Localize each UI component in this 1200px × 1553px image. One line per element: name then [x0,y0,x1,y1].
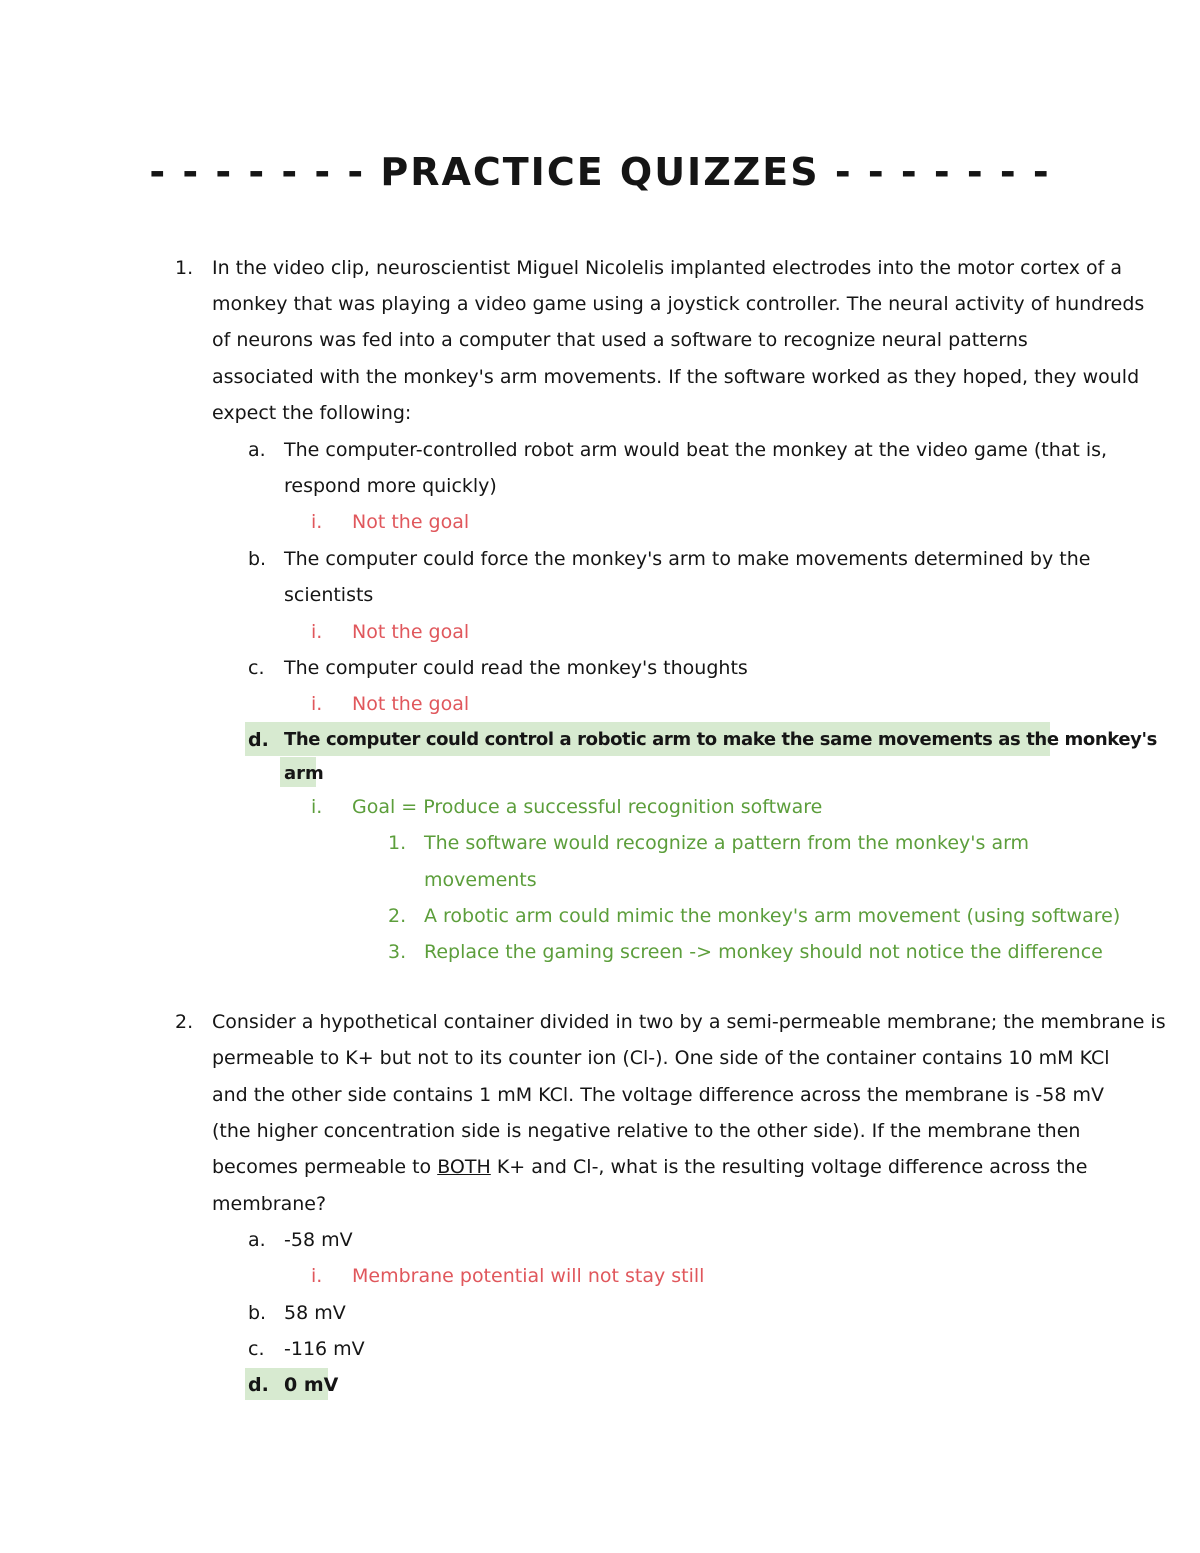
option-a-note-label: i. [311,511,323,533]
question-2-line-1: Consider a hypothetical container divided in two by a semi-permeable membrane; the membrane is [212,1011,1166,1033]
option-d-line-1: The computer could control a robotic arm to make the same movements as the monkey's [284,729,1157,750]
q2-option-a-note-label: i. [311,1265,323,1287]
q2-option-d-label: d. [248,1374,269,1396]
question-2-line-5-pre: becomes permeable to [212,1156,438,1178]
q2-option-b-label: b. [248,1302,267,1324]
question-2-line-2: permeable to K+ but not to its counter ion (Cl-). One side of the container contains 10 mM KCl [212,1047,1110,1069]
step-2-line-1: A robotic arm could mimic the monkey's arm movement (using software) [424,905,1121,927]
q2-option-a-note: Membrane potential will not stay still [352,1265,705,1287]
question-2-line-6: membrane? [212,1193,327,1215]
question-1-line-5: expect the following: [212,402,412,424]
q2-option-a-text: -58 mV [284,1229,353,1251]
option-b-note-label: i. [311,621,323,643]
option-c-label: c. [248,657,265,679]
question-1-line-4: associated with the monkey's arm movements. If the software worked as they hoped, they would [212,366,1140,388]
option-a-note: Not the goal [352,511,470,533]
option-b-line-1: The computer could force the monkey's arm to make movements determined by the [284,548,1091,570]
q2-option-a-label: a. [248,1229,266,1251]
question-1-line-3: of neurons was fed into a computer that used a software to recognize neural patterns [212,329,1028,351]
step-2-label: 2. [388,905,407,927]
option-d-line-2: arm [284,763,324,784]
page-title: - - - - - - - PRACTICE QUIZZES - - - - - - - [149,150,1051,194]
question-1-line-2: monkey that was playing a video game using a joystick controller. The neural activity of hundreds [212,293,1145,315]
question-1-line-1: In the video clip, neuroscientist Miguel Nicolelis implanted electrodes into the motor cortex of a [212,257,1123,279]
goal-text: Goal = Produce a successful recognition software [352,796,823,818]
option-b-label: b. [248,548,267,570]
option-c-note: Not the goal [352,693,470,715]
step-1-line-1: The software would recognize a pattern from the monkey's arm [424,832,1030,854]
question-2-line-3: and the other side contains 1 mM KCl. The voltage difference across the membrane is -58 mV [212,1084,1104,1106]
option-b-line-2: scientists [284,584,374,606]
step-3-line-1: Replace the gaming screen -> monkey should not notice the difference [424,941,1103,963]
q2-option-d-text: 0 mV [284,1374,339,1396]
q2-option-c-label: c. [248,1338,265,1360]
question-2-number: 2. [175,1011,194,1033]
step-1-label: 1. [388,832,407,854]
question-2-line-5 [212,1155,1087,1179]
question-2-line-5-underline: BOTH [437,1156,491,1178]
question-1-number: 1. [175,257,194,279]
option-c-line-1: The computer could read the monkey's thoughts [284,657,748,679]
question-2-line-4: (the higher concentration side is negative relative to the other side). If the membrane then [212,1120,1081,1142]
step-3-label: 3. [388,941,407,963]
option-d-label: d. [248,729,269,751]
option-a-label: a. [248,439,266,461]
goal-label: i. [311,796,323,818]
step-1-line-2: movements [424,869,537,891]
q2-option-c-text: -116 mV [284,1338,365,1360]
option-c-note-label: i. [311,693,323,715]
question-2-line-5-post: K+ and Cl-, what is the resulting voltage difference across the [490,1156,1088,1178]
option-a-line-2: respond more quickly) [284,475,497,497]
option-b-note: Not the goal [352,621,470,643]
option-a-line-1: The computer-controlled robot arm would beat the monkey at the video game (that is, [284,439,1108,461]
q2-option-b-text: 58 mV [284,1302,346,1324]
